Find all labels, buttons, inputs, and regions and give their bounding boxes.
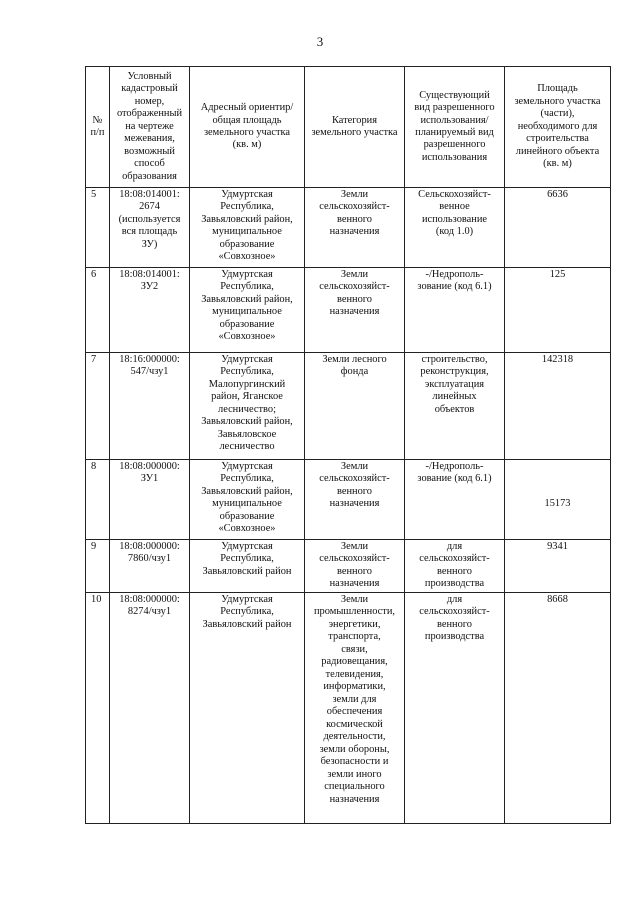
category-cell-line: венного: [337, 565, 372, 577]
column-header-number: [86, 67, 110, 188]
permitted-use-cell-line: зование (код 6.1): [417, 473, 492, 485]
address-cell-line: район, Яганское: [211, 391, 283, 403]
plot-area-cell: 142318: [505, 353, 611, 460]
permitted-use-cell-line: для: [446, 593, 463, 605]
address-cell-line: муниципальное: [212, 226, 282, 238]
category-cell-line: безопасности и: [320, 756, 389, 768]
address-cell-line: Завьяловский район,: [201, 293, 293, 305]
land-plots-table: [85, 66, 611, 824]
address-cell-line: Завьяловский район,: [201, 485, 293, 497]
cadastral-number-cell: [110, 188, 190, 268]
category-cell: [305, 188, 405, 268]
permitted-use-cell: [405, 460, 505, 540]
column-header-land-category: [305, 67, 405, 188]
cadastral-number-cell-line: (используется: [118, 213, 181, 225]
column-header-line: межевания,: [124, 133, 175, 145]
row-number-cell: 7: [86, 353, 110, 460]
permitted-use-cell-line: строительство,: [421, 354, 488, 365]
address-cell-line: Завьяловский район,: [201, 213, 293, 225]
category-cell-line: венного: [337, 293, 372, 305]
column-header-line: общая площадь: [212, 114, 282, 126]
category-cell-line: Земли: [340, 593, 369, 605]
category-cell-line: назначения: [329, 793, 380, 805]
cadastral-number-cell-line: 7860/чзу1: [127, 553, 172, 565]
column-header-permitted-use: [405, 67, 505, 188]
permitted-use-cell-line: линейных: [432, 391, 477, 403]
permitted-use-cell: [405, 540, 505, 593]
category-cell-line: информатики,: [323, 681, 386, 693]
cadastral-number-cell-line: 18:08:014001:: [119, 269, 180, 280]
permitted-use-cell-line: зование (код 6.1): [417, 281, 492, 293]
cadastral-number-cell: [110, 592, 190, 823]
category-cell: [305, 540, 405, 593]
address-cell-line: Завьяловский район: [202, 618, 292, 630]
column-header-line: необходимого для: [517, 120, 598, 132]
category-cell-line: энергетики,: [328, 618, 381, 630]
category-cell-line: назначения: [329, 306, 380, 318]
table-row: [86, 188, 611, 268]
address-cell-line: Завьяловское: [217, 428, 277, 440]
page-number: 3: [316, 34, 324, 49]
table-row: [86, 268, 611, 353]
column-header-line: Адресный ориентир/: [200, 102, 294, 114]
permitted-use-cell-line: использование: [421, 213, 488, 225]
address-cell: [190, 540, 305, 593]
permitted-use-cell-line: для: [446, 541, 463, 552]
category-cell-line: назначения: [329, 226, 380, 238]
address-cell-line: «Совхозное»: [218, 331, 276, 343]
category-cell-line: радиовещания,: [321, 656, 388, 668]
cadastral-number-cell-line: 547/чзу1: [130, 366, 169, 378]
column-header-line: на чертеже: [125, 120, 174, 132]
column-header-line: Площадь: [537, 83, 578, 95]
address-cell: [190, 592, 305, 823]
row-number-cell: 8: [86, 460, 110, 540]
category-cell-line: Земли: [340, 541, 369, 552]
address-cell-line: Удмуртская: [221, 189, 273, 200]
permitted-use-cell-line: производства: [424, 578, 485, 590]
category-cell-line: сельскохозяйст-: [319, 553, 390, 565]
address-cell-line: образование: [219, 318, 275, 330]
category-cell-line: обеспечения: [326, 706, 383, 718]
permitted-use-cell: [405, 592, 505, 823]
address-cell-line: лесничество;: [218, 403, 276, 415]
category-cell-line: венного: [337, 485, 372, 497]
column-header-line: земельного участка: [514, 95, 601, 107]
permitted-use-cell-line: эксплуатация: [424, 378, 485, 390]
address-cell-line: Завьяловский район: [202, 565, 292, 577]
cadastral-number-cell: [110, 460, 190, 540]
column-header-line: отображенный: [116, 108, 183, 120]
category-cell-line: сельскохозяйст-: [319, 201, 390, 213]
cadastral-number-cell-line: ЗУ2: [140, 281, 159, 293]
column-header-line: Условный: [127, 70, 172, 82]
permitted-use-cell-line: венного: [437, 618, 472, 630]
row-number-cell: 5: [86, 188, 110, 268]
permitted-use-cell-line: (код 1.0): [435, 226, 474, 238]
category-cell-line: назначения: [329, 498, 380, 510]
address-cell-line: Удмуртская: [221, 541, 273, 552]
category-cell-line: фонда: [340, 366, 369, 378]
plot-area-cell: 6636: [505, 188, 611, 268]
column-header-line: использования/: [420, 114, 489, 126]
address-cell-line: Удмуртская: [221, 269, 273, 280]
address-cell: [190, 353, 305, 460]
category-cell-line: Земли: [340, 269, 369, 280]
column-header-line: кадастровый: [121, 83, 178, 95]
permitted-use-cell-line: -/Недрополь-: [425, 461, 484, 472]
address-cell-line: Удмуртская: [221, 354, 273, 365]
column-header-line: (части),: [540, 108, 575, 120]
column-header-line: линейного объекта: [515, 145, 600, 157]
category-cell-line: телевидения,: [325, 668, 384, 680]
cadastral-number-cell-line: вся площадь: [121, 226, 178, 238]
category-cell-line: Земли лесного: [322, 354, 387, 365]
address-cell-line: образование: [219, 510, 275, 522]
address-cell-line: Удмуртская: [221, 593, 273, 605]
column-header-line: способ: [134, 158, 165, 170]
category-cell-line: промышленности,: [314, 606, 395, 618]
address-cell-line: Малопургинский: [208, 378, 286, 390]
category-cell-line: транспорта,: [328, 631, 381, 643]
address-cell-line: муниципальное: [212, 498, 282, 510]
column-header-line: Существующий: [419, 89, 490, 101]
category-cell-line: специального: [324, 781, 385, 793]
column-header-line: разрешенного: [423, 139, 486, 151]
address-cell: [190, 268, 305, 353]
category-cell-line: сельскохозяйст-: [319, 281, 390, 293]
address-cell-line: «Совхозное»: [218, 523, 276, 535]
permitted-use-cell-line: сельскохозяйст-: [419, 553, 490, 565]
column-header-line: (кв. м): [232, 139, 262, 151]
table-row: [86, 353, 611, 460]
address-cell-line: Республика,: [220, 606, 274, 618]
table-row: [86, 540, 611, 593]
column-header-line: земельного участка: [311, 127, 398, 138]
address-cell-line: образование: [219, 238, 275, 250]
address-cell-line: «Совхозное»: [218, 251, 276, 263]
address-cell-line: Республика,: [220, 473, 274, 485]
permitted-use-cell: [405, 353, 505, 460]
column-header-address-area: [190, 67, 305, 188]
permitted-use-cell-line: -/Недрополь-: [425, 269, 484, 280]
category-cell-line: космической: [326, 718, 383, 730]
column-header-line: использования: [421, 151, 488, 163]
category-cell: [305, 268, 405, 353]
category-cell-line: назначения: [329, 578, 380, 590]
column-header-line: номер,: [134, 95, 165, 107]
column-header-line: Категория: [331, 114, 378, 126]
column-header-line: (кв. м): [543, 158, 572, 170]
column-header-line: возможный: [124, 145, 175, 157]
address-cell-line: Завьяловский район,: [201, 416, 293, 428]
permitted-use-cell-line: венное: [439, 201, 470, 213]
address-cell: [190, 460, 305, 540]
column-header-line: п/п: [90, 127, 105, 138]
category-cell-line: Земли: [340, 189, 369, 200]
cadastral-number-cell-line: 18:08:000000:: [119, 461, 180, 472]
column-header-line: земельного участка: [203, 127, 291, 138]
address-cell-line: лесничество: [219, 441, 275, 453]
cadastral-number-cell: [110, 540, 190, 593]
address-cell-line: муниципальное: [212, 306, 282, 318]
column-header-line: №: [92, 114, 103, 126]
plot-area-cell: 125: [505, 268, 611, 353]
cadastral-number-cell-line: 2674: [139, 201, 160, 213]
row-number-cell: 9: [86, 540, 110, 593]
column-header-cadastral-number: [110, 67, 190, 188]
category-cell-line: земли для: [332, 693, 377, 705]
cadastral-number-cell-line: 18:08:000000:: [119, 541, 180, 552]
category-cell-line: сельскохозяйст-: [319, 473, 390, 485]
column-header-plot-area: [505, 67, 611, 188]
table-header-row: [86, 67, 611, 188]
row-number-cell: 6: [86, 268, 110, 353]
table-row: [86, 460, 611, 540]
permitted-use-cell-line: венного: [437, 565, 472, 577]
cadastral-number-cell-line: ЗУ1: [140, 473, 159, 485]
cadastral-number-cell: [110, 268, 190, 353]
permitted-use-cell-line: производства: [424, 631, 485, 643]
cadastral-number-cell: [110, 353, 190, 460]
category-cell-line: земли обороны,: [319, 743, 390, 755]
category-cell: [305, 460, 405, 540]
permitted-use-cell-line: реконструкция,: [420, 366, 489, 378]
address-cell-line: Республика,: [220, 201, 274, 213]
category-cell-line: венного: [337, 213, 372, 225]
address-cell-line: Республика,: [220, 366, 274, 378]
plot-area-cell: 9341: [505, 540, 611, 593]
plot-area-cell: 8668: [505, 592, 611, 823]
cadastral-number-cell-line: 8274/чзу1: [127, 606, 172, 618]
permitted-use-cell-line: сельскохозяйст-: [419, 606, 490, 618]
permitted-use-cell: [405, 188, 505, 268]
permitted-use-cell-line: объектов: [434, 403, 475, 415]
column-header-line: планируемый вид: [415, 127, 494, 138]
address-cell-line: Удмуртская: [221, 461, 273, 472]
cadastral-number-cell-line: ЗУ): [141, 238, 158, 250]
category-cell-line: Земли: [340, 461, 369, 472]
category-cell: [305, 592, 405, 823]
table-row: [86, 592, 611, 823]
category-cell-line: связи,: [341, 643, 368, 655]
cadastral-number-cell-line: 18:08:000000:: [119, 593, 180, 605]
category-cell-line: земли иного: [327, 768, 382, 780]
row-number-cell: 10: [86, 592, 110, 823]
address-cell-line: Республика,: [220, 281, 274, 293]
permitted-use-cell-line: Сельскохозяйст-: [418, 189, 491, 200]
address-cell-line: Республика,: [220, 553, 274, 565]
address-cell: [190, 188, 305, 268]
cadastral-number-cell-line: 18:08:014001:: [119, 189, 180, 200]
column-header-line: образования: [122, 170, 177, 182]
plot-area-cell: 15173: [505, 460, 611, 540]
column-header-line: строительства: [526, 133, 589, 145]
cadastral-number-cell-line: 18:16:000000:: [119, 354, 180, 365]
permitted-use-cell: [405, 268, 505, 353]
category-cell-line: деятельности,: [323, 731, 386, 743]
category-cell: [305, 353, 405, 460]
column-header-line: вид разрешенного: [414, 102, 495, 114]
